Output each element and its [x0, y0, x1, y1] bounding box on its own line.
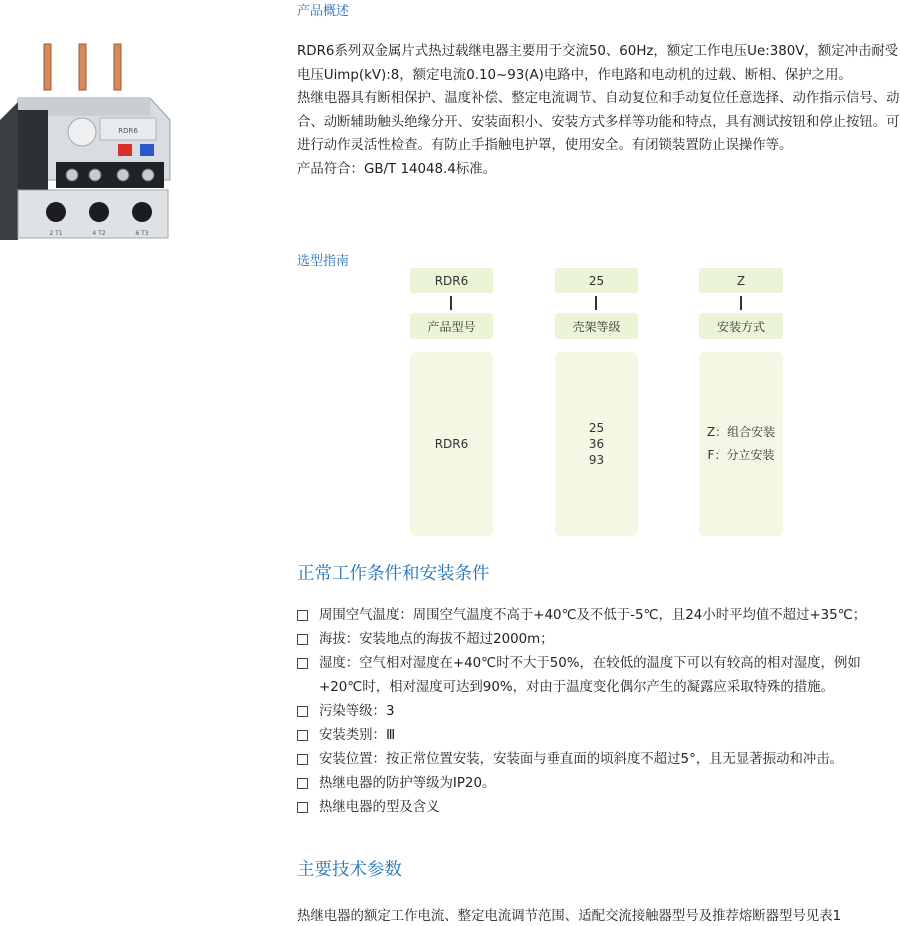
- overview-paragraph: 产品符合：GB/T 14048.4标准。: [297, 161, 497, 177]
- brand-label: RDR6: [118, 127, 138, 135]
- condition-text: 海拔：安装地点的海拔不超过2000m；: [319, 632, 554, 647]
- conditions-list: [297, 604, 900, 820]
- guide-connector: [740, 296, 742, 310]
- list-item: [297, 700, 900, 724]
- guide-code-box: RDR6: [410, 268, 493, 293]
- overview-body: [297, 40, 900, 182]
- condition-text: 安装类别：Ⅲ: [319, 728, 396, 743]
- guide-connector: [450, 296, 452, 310]
- checkbox-icon: [297, 634, 308, 645]
- guide-options-box: [699, 352, 783, 536]
- params-text: 热继电器的额定工作电流、整定电流调节范围、适配交流接触器型号及推荐熔断器型号见表1: [297, 909, 842, 924]
- guide-option: Z：组合安装: [706, 425, 776, 439]
- condition-text: 污染等级：3: [319, 704, 395, 719]
- guide-option: RDR6: [434, 437, 469, 451]
- list-item: [297, 796, 900, 820]
- terminal-label: 6 T3: [135, 230, 149, 237]
- guide-connector: [595, 296, 597, 310]
- checkbox-icon: [297, 778, 308, 789]
- list-item: [297, 772, 900, 796]
- list-item: [297, 604, 900, 628]
- checkbox-icon: [297, 706, 308, 717]
- condition-text: 热继电器的型及含义: [319, 800, 440, 815]
- checkbox-icon: [297, 610, 308, 621]
- guide-options-box: [410, 352, 493, 536]
- guide-title: 选型指南: [297, 254, 350, 269]
- guide-option: 36: [588, 437, 605, 451]
- list-item: [297, 652, 900, 700]
- product-image: [0, 40, 190, 250]
- condition-text: 周围空气温度：周围空气温度不高于+40℃及不低于-5℃，且24小时平均值不超过+35℃；: [319, 608, 867, 623]
- guide-name-box: 安装方式: [699, 313, 783, 339]
- list-item: [297, 724, 900, 748]
- guide-name-box: 产品型号: [410, 313, 493, 339]
- checkbox-icon: [297, 730, 308, 741]
- condition-text: 湿度：空气相对湿度在+40℃时不大于50%，在较低的温度下可以有较高的相对湿度，例如+20℃时，相对湿度可达到90%，对由于温度变化偶尔产生的凝露应采取特殊的措施。: [319, 656, 861, 695]
- list-item: [297, 628, 900, 652]
- conditions-title: 正常工作条件和安装条件: [297, 564, 490, 584]
- guide-name-box: 壳架等级: [555, 313, 638, 339]
- checkbox-icon: [297, 802, 308, 813]
- overview-paragraph: 热继电器具有断相保护、温度补偿、整定电流调节、自动复位和手动复位任意选择、动作指示信号、动合、动断辅助触头绝缘分开、安装面积小、安装方式多样等功能和特点，具有测试按钮和停止按钮。可进行动作灵活性检查。有防止手指触电护罩，使用安全。有闭锁装置防止误操作等。: [297, 91, 900, 154]
- guide-option: 25: [588, 421, 605, 435]
- guide-option: F：分立安装: [707, 448, 775, 462]
- list-item: [297, 748, 900, 772]
- condition-text: 安装位置：按正常位置安装，安装面与垂直面的顷斜度不超过5°，且无显著振动和冲击。: [319, 752, 844, 767]
- guide-option: 93: [588, 453, 605, 467]
- checkbox-icon: [297, 658, 308, 669]
- guide-options-box: [555, 352, 638, 536]
- condition-text: 热继电器的防护等级为IP20。: [319, 776, 496, 791]
- guide-code-box: Z: [699, 268, 783, 293]
- overview-paragraph: RDR6系列双金属片式热过载继电器主要用于交流50、60Hz，额定工作电压Ue:380V，额定冲击耐受电压Uimp(kV):8，额定电流0.10~93(A)电路中，作电路和电动机的过载、断相、保护之用。: [297, 44, 899, 83]
- checkbox-icon: [297, 754, 308, 765]
- terminal-label: 4 T2: [92, 230, 106, 237]
- overview-title: 产品概述: [297, 4, 350, 19]
- guide-code-box: 25: [555, 268, 638, 293]
- params-title: 主要技术参数: [297, 860, 402, 880]
- terminal-label: 2 T1: [49, 230, 63, 237]
